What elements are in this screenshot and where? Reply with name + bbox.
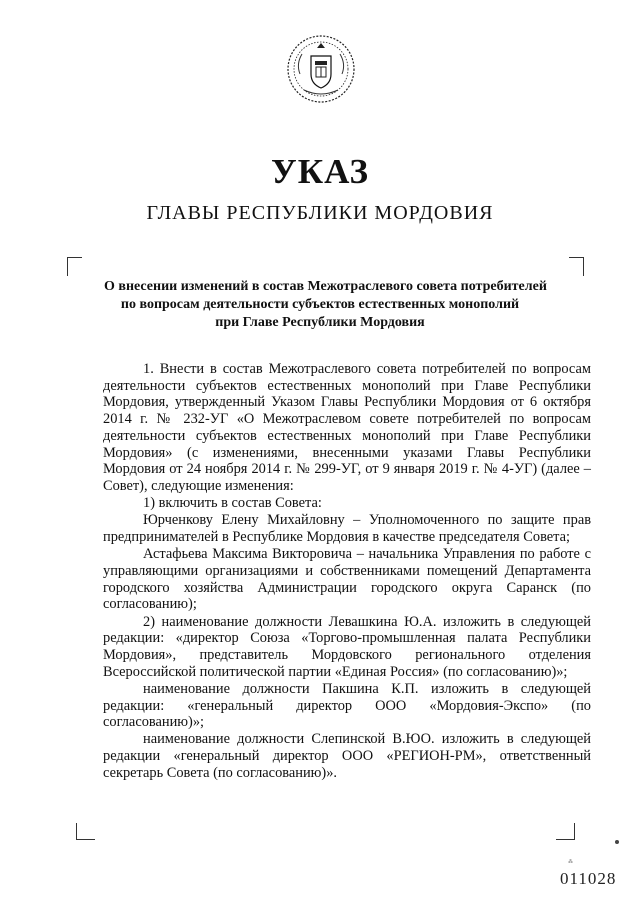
title-line: по вопросам деятельности субъектов естественных монополий	[120, 297, 520, 312]
body-paragraph: Юрченкову Елену Михайловну – Уполномоченного по защите прав предпринимателей в Республике Мордовия в качестве председателя Совета;	[103, 512, 591, 546]
body-paragraph: наименование должности Пакшина К.П. изложить в следующей редакции: «генеральный директор ООО «Мордовия-Экспо» (по согласованию)»;	[103, 680, 591, 731]
corner-mark-top-right	[569, 257, 584, 276]
small-print-mark: ⁂	[568, 860, 573, 865]
body-paragraph: 1) включить в состав Совета:	[143, 495, 322, 512]
body-paragraph: 2) наименование должности Левашкина Ю.А. изложить в следующей редакции: «директор Союза «Торгово-промышленная палата Республики Мордовия», представитель Мордовского регионального отделения Всероссийской политической партии «Единая Россия» (по согласованию)»;	[103, 613, 591, 680]
document-body	[103, 361, 591, 782]
document-title	[104, 278, 547, 332]
ink-dot	[615, 840, 619, 844]
issuer-heading: ГЛАВЫ РЕСПУБЛИКИ МОРДОВИЯ	[146, 202, 494, 224]
body-paragraph: наименование должности Слепинской В.ЮО. изложить в следующей редакции «генеральный директор ООО «РЕГИОН-РМ», ответственный секретарь Совета (по согласованию)».	[103, 731, 591, 781]
corner-mark-top-left	[67, 257, 82, 276]
document-type-heading: УКАЗ	[271, 152, 369, 191]
body-paragraph: Астафьева Максима Викторовича – начальника Управления по работе с управляющими организациями и собственниками помещений Департамента городского хозяйства Администрации городского округа Саранск (по согласованию);	[103, 546, 591, 613]
body-paragraph: 1. Внести в состав Межотраслевого совета потребителей по вопросам деятельности субъектов естественных монополий при Главе Республики Мордовия, утвержденный Указом Главы Республики Мордовия от 6 октября 2014 г. № 232-УГ «О Межотраслевом совете потребителей по вопросам деятельности субъектов естественных монополий при Главе Республики Мордовия» (с изменениями, внесенными указами Главы Республики Мордовия от 24 ноября 2014 г. № 299-УГ, от 9 января 2019 г. № 4-УГ) (далее – Совет), следующие изменения:	[103, 361, 591, 494]
title-line: при Главе Республики Мордовия	[215, 315, 425, 330]
corner-mark-bottom-left	[76, 823, 95, 840]
coat-of-arms-icon	[286, 34, 356, 104]
title-line: О внесении изменений в состав Межотраслевого совета потребителей	[104, 279, 547, 294]
corner-mark-bottom-right	[556, 823, 575, 840]
serial-number: 011028	[560, 869, 617, 888]
